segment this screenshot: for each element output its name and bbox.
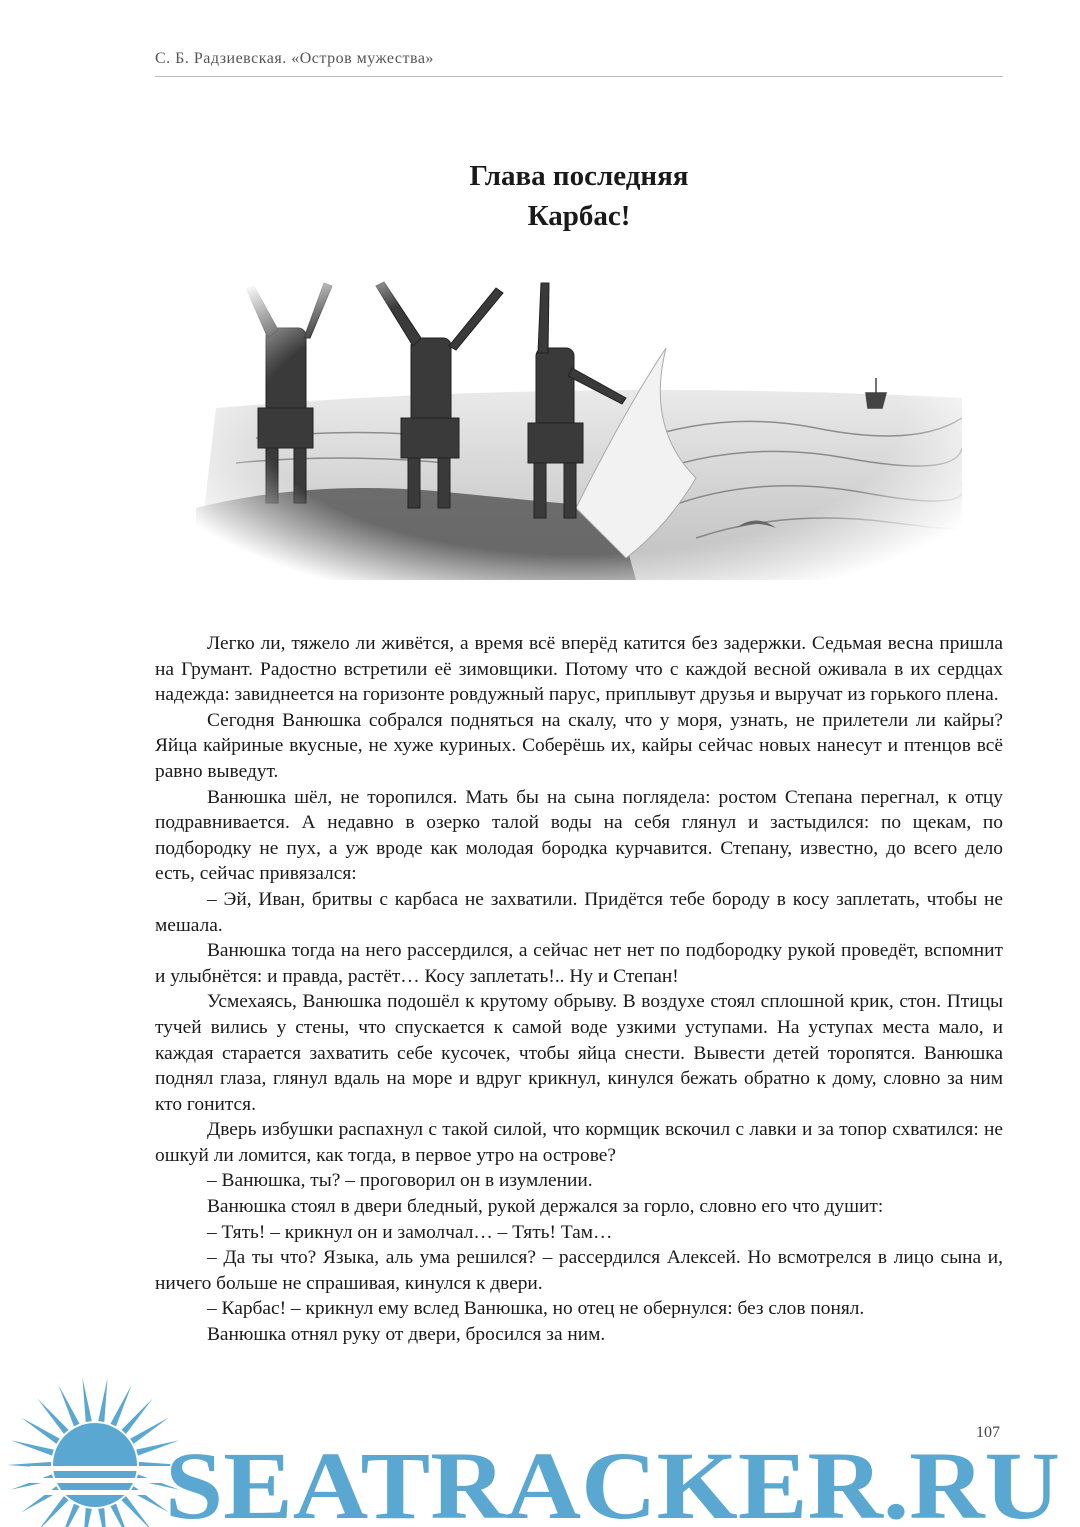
sun-ray [110, 1385, 131, 1426]
illustration-three-men-waving-at-sea [196, 258, 962, 580]
chapter-title [155, 156, 1003, 236]
sun-ray [121, 1398, 152, 1433]
watermark [0, 1370, 1080, 1527]
paragraph: Ванюшка тогда на него рассердился, а сейчас нет нет по подбородку рукой проведёт, вспомнит и улыбнётся: и правда, растёт… Косу заплетать!.. Ну и Степан! [155, 940, 1003, 987]
paragraph: – Эй, Иван, бритвы с карбаса не захватили. Придётся тебе бороду в косу заплетать, чтобы не мешала. [155, 888, 1003, 936]
paragraph: Сегодня Ванюшка собрался подняться на скалу, что у моря, узнать, не прилетели ли кайры? Яйца кайриные вкусные, не хуже куриных. Соберёшь их, кайры сейчас новых нанесут и птенцов всё равно выведут. [155, 709, 1003, 782]
sun-ray [82, 1378, 91, 1422]
sun-ray [21, 1417, 60, 1443]
sun-ray [130, 1417, 169, 1443]
header-rule [155, 76, 1003, 77]
paragraph: – Карбас! – крикнул ему вслед Ванюшка, но отец не обернулся: без слов понял. [207, 1298, 865, 1320]
paragraph: – Да ты что? Языка, аль ума решился? – рассердился Алексей. Но всмотрелся в лицо сына и, ничего больше не спрашивая, кинулся к двери. [155, 1247, 1003, 1294]
paragraph: Усмехаясь, Ванюшка подошёл к крутому обрыву. В воздухе стоял сплошной крик, стон. Птицы тучей вились у стены, что спускается к самой воде узкими уступами. На уступах места мало, и каждая старается захватить себе кусочек, чтобы яйца снести. Вывести детей торопятся. Ванюшка поднял глаза, глянул вдаль на море и вдруг крикнул, кинулся бежать обратно к дому, словно за ним кто гонится. [155, 991, 1003, 1115]
chapter-title-line2: Карбас! [527, 200, 631, 232]
paragraph: Ванюшка отнял руку от двери, бросился за ним. [207, 1324, 606, 1346]
sun-ray [37, 1398, 68, 1433]
running-header: С. Б. Радзиевская. «Остров мужества» [155, 50, 434, 67]
sun-ray [58, 1385, 79, 1426]
page-number: 107 [976, 1424, 1000, 1441]
paragraph: – Ванюшка, ты? – проговорил он в изумлении. [207, 1170, 593, 1192]
sun-ray [82, 1508, 91, 1527]
paragraph: – Тять! – крикнул он и замолчал… – Тять! Там… [207, 1221, 613, 1243]
chapter-title-line1: Глава последняя [469, 160, 689, 192]
paragraph: Ванюшка стоял в двери бледный, рукой держался за горло, словно его что душит: [207, 1196, 884, 1218]
paragraph: Легко ли, тяжело ли живётся, а время всё вперёд катится без задержки. Седьмая весна пришла на Грумант. Радостно встретили её зимовщики. Потому что с каждой весной оживала в их сердцах надежда: завиднеется на горизонте ровдужный парус, приплывут друзья и выручат из горького плена. [155, 633, 1003, 706]
sun-icon [7, 1378, 183, 1527]
watermark-text: SEATRACKER.RU [165, 1432, 1060, 1527]
body-text [155, 631, 1003, 1348]
paragraph: Ванюшка шёл, не торопился. Мать бы на сына поглядела: ростом Степана перегнал, к отцу подравнивается. А недавно в озерко талой воды на себя глянул и застыдился: по щекам, по подбородку не пух, а уж вроде как молодая бородка курчавится. Степану, известно, до всего дело есть, сейчас привязался: [155, 786, 1003, 885]
paragraph: Дверь избушки распахнул с такой силой, что кормщик вскочил с лавки и за топор схватился: не ошкуй ли ломится, как тогда, в первое утро на острове? [155, 1119, 1003, 1166]
sun-ray [98, 1508, 107, 1527]
sun-ray [98, 1378, 107, 1422]
sun-ray [11, 1440, 54, 1455]
